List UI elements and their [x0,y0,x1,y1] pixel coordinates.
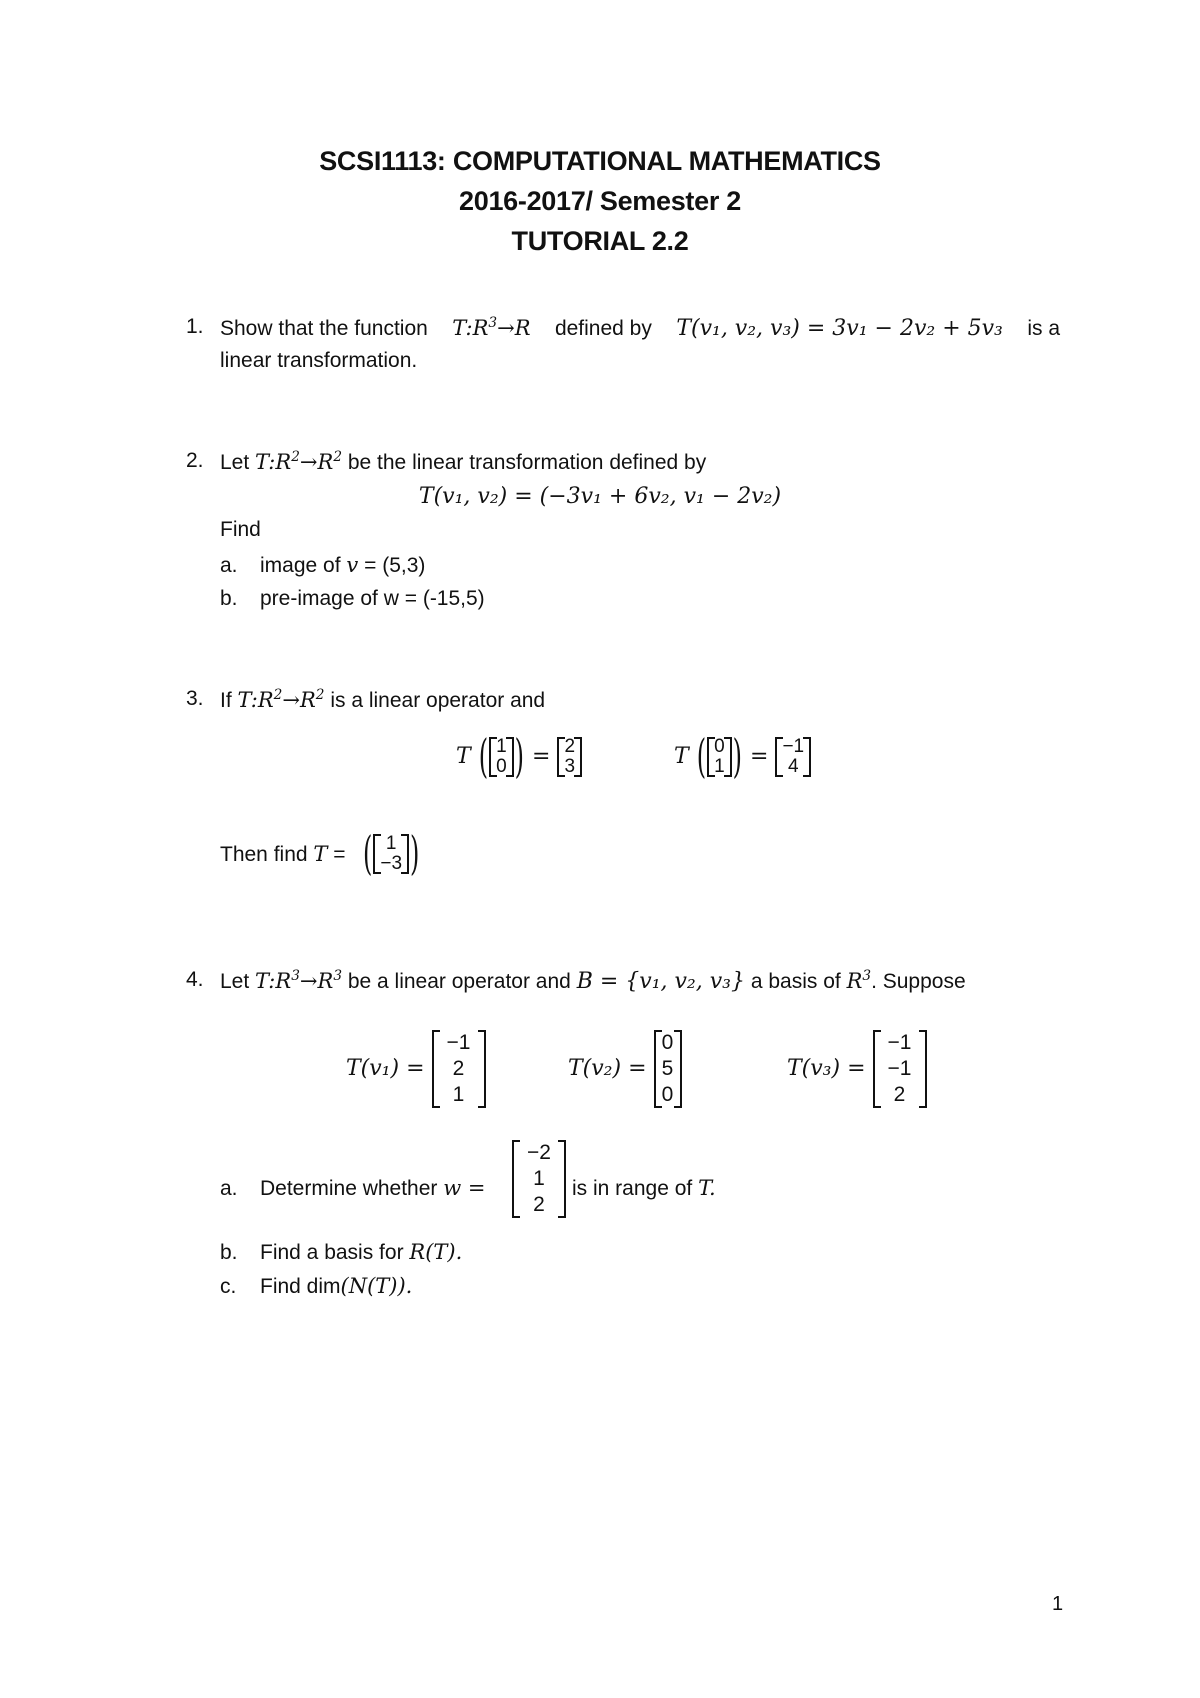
q4-item-a: a. Determine whether w = [220,1176,486,1200]
q1-formula: T(v₁, v₂, v₃) = 3v₁ − 2v₂ + 5v₃ [676,316,1003,342]
q3-then-find: Then find T = [220,842,346,866]
q1-line1 [220,315,1060,341]
q2-number: 2. [186,449,204,472]
q4-map: $T:R^3\to R^3$ [255,968,342,994]
q2-item-b: b. pre-image of w = (-15,5) [220,587,485,610]
q2-item-a: a. image of v = (5,3) [220,553,426,577]
q4-image-v2: T(v₂) = 0 5 0 [568,1030,682,1108]
tutorial-title: TUTORIAL 2.2 [511,226,689,256]
q2-find: Find [220,518,261,541]
q1-text-after: is a [1027,317,1060,341]
q1-line2: linear transformation. [220,349,418,372]
q3-eq1: T ( 1 0 ) = 2 3 [456,737,582,777]
q4-item-b: b. Find a basis for R(T). [220,1240,463,1264]
q3-number: 3. [186,687,204,710]
q4-basis: B = {v₁, v₂, v₃} [576,969,745,995]
q4-item-c: c. Find dim(N(T)). [220,1274,413,1298]
q4-image-v1: T(v₁) = −1 2 1 [346,1030,486,1108]
q4-image-v3: T(v₃) = −1 −1 2 [787,1030,927,1108]
q4-space: $R^3$ [846,968,872,994]
q3-find-vector: ( 1 −3 ) [363,827,420,881]
q1-text-before: Show that the function [220,317,428,341]
q1-number: 1. [186,315,204,338]
q1-map: $T:R^3\to R$ [452,315,531,341]
course-title: SCSI1113: COMPUTATIONAL MATHEMATICS [319,146,881,176]
q4-item-a-after: is in range of T. [572,1176,716,1200]
q4-w-vector: −2 1 2 [512,1140,566,1218]
page-number: 1 [1052,1593,1064,1615]
q3-eq2: T ( 0 1 ) = −1 4 [674,737,811,777]
q1-text-mid: defined by [554,317,652,341]
q3-map: $T:R^2\to R^2$ [237,687,325,713]
q2-formula: T(v₁, v₂) = (−3v₁ + 6v₂, v₁ − 2v₂) [418,484,782,509]
q2-line1: Let $T:R^2\to R^2$ be the linear transformation defined by [220,449,707,475]
q2-map: $T:R^2\to R^2$ [255,449,342,475]
q3-line1: If $T:R^2\to R^2$ is a linear operator and [220,687,546,713]
semester-line: 2016-2017/ Semester 2 [459,186,741,216]
q4-line1: Let $T:R^3\to R^3$ be a linear operator and B = {v₁, v₂, v₃} a basis of $R^3$. Suppose [220,968,966,995]
q4-number: 4. [186,968,204,991]
